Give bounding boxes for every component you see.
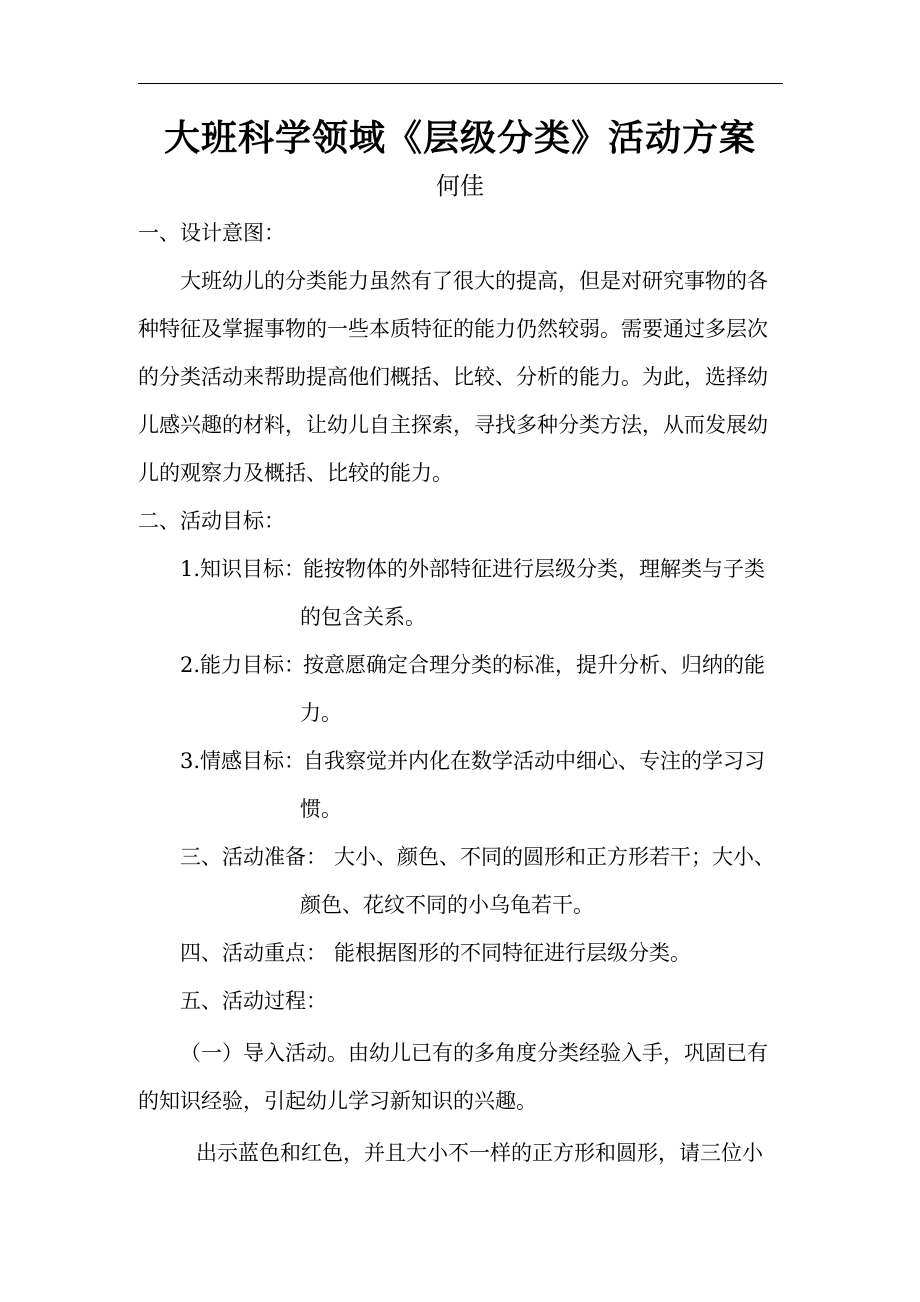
goal-label-emotion: 3.情感目标： bbox=[180, 749, 306, 773]
process-step-text: （一）导入活动。由幼儿已有的多角度分类经验入手，巩固已有 bbox=[180, 1041, 768, 1065]
paragraph-line: 的分类活动来帮助提高他们概括、比较、分析的能力。为此，选择幼 bbox=[138, 365, 768, 389]
paragraph-line: 儿感兴趣的材料，让幼儿自主探索，寻找多种分类方法，从而发展幼 bbox=[138, 413, 768, 437]
section-heading-design-intent: 一、设计意图： bbox=[138, 221, 285, 245]
preparation-text: 颜色、花纹不同的小乌龟若干。 bbox=[300, 893, 594, 917]
paragraph-line: 大班幼儿的分类能力虽然有了很大的提高，但是对研究事物的各 bbox=[180, 269, 768, 293]
goal-text: 惯。 bbox=[300, 797, 342, 821]
goal-text: 自我察觉并内化在数学活动中细心、专注的学习习 bbox=[303, 749, 765, 773]
section-label-preparation: 三、活动准备： bbox=[180, 845, 327, 869]
goal-text: 按意愿确定合理分类的标准，提升分析、归纳的能 bbox=[303, 653, 765, 677]
section-label-key-point: 四、活动重点： bbox=[180, 941, 327, 965]
document-title: 大班科学领域《层级分类》活动方案 bbox=[163, 117, 756, 159]
key-point-text: 能根据图形的不同特征进行层级分类。 bbox=[334, 941, 691, 965]
process-paragraph: 出示蓝色和红色，并且大小不一样的正方形和圆形，请三位小 bbox=[196, 1141, 763, 1165]
section-heading-activity-process: 五、活动过程： bbox=[180, 989, 327, 1013]
process-step-text: 的知识经验，引起幼儿学习新知识的兴趣。 bbox=[138, 1089, 537, 1113]
header-rule bbox=[138, 83, 783, 84]
goal-label-knowledge: 1.知识目标： bbox=[180, 557, 306, 581]
goal-label-ability: 2.能力目标： bbox=[180, 653, 306, 677]
document-author: 何佳 bbox=[436, 172, 484, 200]
paragraph-line: 儿的观察力及概括、比较的能力。 bbox=[138, 461, 453, 485]
goal-text: 力。 bbox=[300, 701, 342, 725]
paragraph-line: 种特征及掌握事物的一些本质特征的能力仍然较弱。需要通过多层次 bbox=[138, 317, 768, 341]
preparation-text: 大小、颜色、不同的圆形和正方形若干；大小、 bbox=[334, 845, 775, 869]
goal-text: 的包含关系。 bbox=[300, 605, 426, 629]
section-heading-activity-goals: 二、活动目标： bbox=[138, 509, 285, 533]
goal-text: 能按物体的外部特征进行层级分类，理解类与子类 bbox=[303, 557, 765, 581]
